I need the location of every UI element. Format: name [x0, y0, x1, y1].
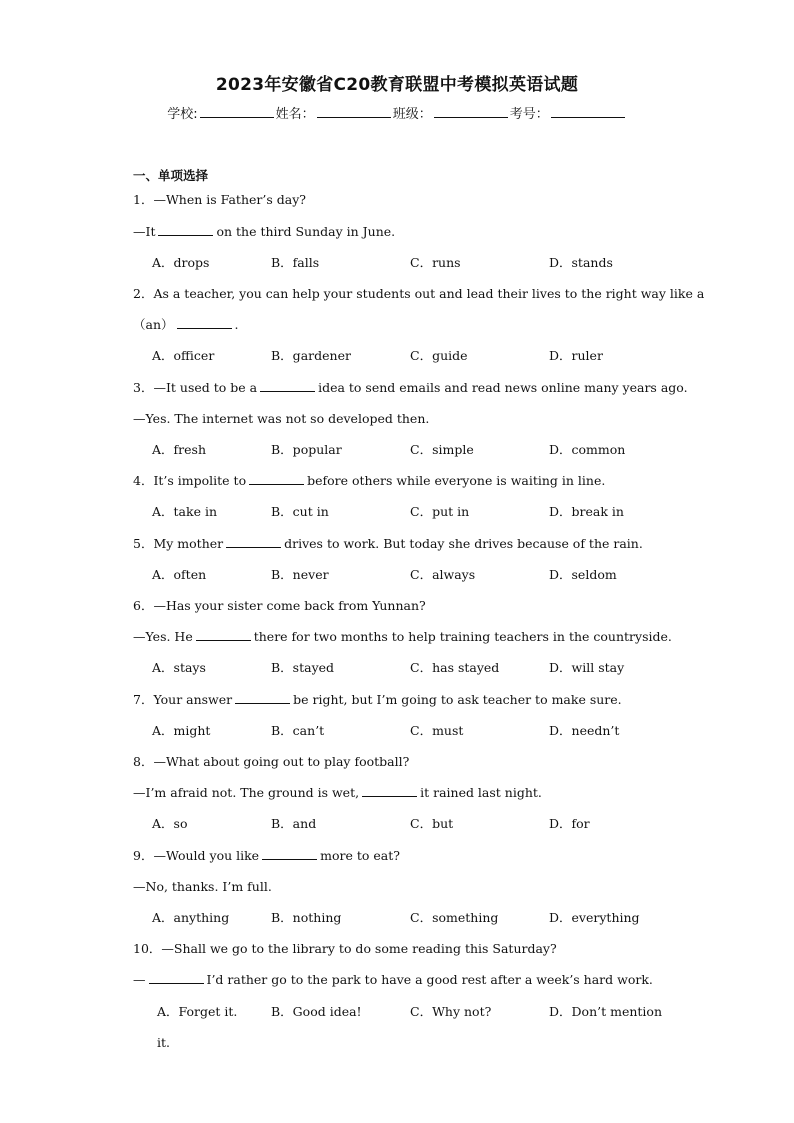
answer-blank[interactable] [226, 536, 281, 548]
question-text: 4．It’s impolite to [133, 473, 247, 488]
option-a[interactable]: A．Forget it. [157, 1004, 238, 1019]
option-c[interactable]: C．Why not? [410, 1004, 492, 1019]
student-info-line [0, 103, 794, 122]
answer-blank[interactable] [249, 473, 304, 485]
option-d[interactable]: D．everything [549, 910, 640, 925]
question-stem: 6．—Has your sister come back from Yunnan? [133, 598, 426, 613]
option-c[interactable]: C．simple [410, 442, 474, 457]
question-text: drives to work. But today she drives because of the rain. [284, 536, 643, 551]
option-b[interactable]: B．falls [271, 255, 320, 270]
question-text: — [133, 972, 146, 987]
question-text: —I’m afraid not. The ground is wet, [133, 785, 360, 800]
question-text: more to eat? [320, 848, 400, 863]
option-a[interactable]: A．take in [152, 504, 217, 519]
option-c[interactable]: C．something [410, 910, 499, 925]
question-line [133, 224, 395, 240]
option-b[interactable]: B．nothing [271, 910, 342, 925]
question-text: be right, but I’m going to ask teacher to make sure. [293, 692, 622, 707]
option-c[interactable]: C．runs [410, 255, 461, 270]
question-stem: 2．As a teacher, you can help your students out and lead their lives to the right way like a [133, 286, 705, 301]
option-a[interactable]: A．officer [152, 348, 215, 363]
question-text: （an） [133, 317, 174, 332]
question-text: 9．—Would you like [133, 848, 260, 863]
option-b[interactable]: B．never [271, 567, 329, 582]
option-a[interactable]: A．drops [152, 255, 210, 270]
number-blank[interactable] [551, 105, 625, 118]
question-text: there for two months to help training teachers in the countryside. [253, 629, 672, 644]
question-line [133, 848, 400, 864]
option-c[interactable]: C．guide [410, 348, 468, 363]
question-stem: 1．—When is Father’s day? [133, 192, 306, 207]
answer-blank[interactable] [260, 380, 315, 392]
option-a[interactable]: A．so [152, 816, 188, 831]
option-a[interactable]: A．often [152, 567, 207, 582]
question-text: on the third Sunday in June. [216, 224, 396, 239]
answer-blank[interactable] [362, 785, 417, 797]
question-line [133, 536, 643, 552]
question-text: 5．My mother [133, 536, 224, 551]
option-a[interactable]: A．fresh [152, 442, 206, 457]
option-b[interactable]: B．stayed [271, 660, 335, 675]
option-b[interactable]: B．Good idea! [271, 1004, 362, 1019]
option-a[interactable]: A．might [152, 723, 211, 738]
question-line [133, 692, 622, 708]
answer-blank[interactable] [235, 692, 290, 704]
option-d[interactable]: D．stands [549, 255, 613, 270]
option-b[interactable]: B．gardener [271, 348, 351, 363]
question-line [133, 473, 605, 489]
option-c[interactable]: C．but [410, 816, 454, 831]
option-d[interactable]: D．Don’t mention [549, 1004, 662, 1019]
question-text: —No, thanks. I’m full. [133, 879, 272, 894]
question-line [133, 972, 653, 988]
option-a[interactable]: A．stays [152, 660, 206, 675]
section-title: 一、单项选择 [133, 168, 209, 183]
number-label: 考号： [509, 107, 549, 122]
option-b[interactable]: B．can’t [271, 723, 325, 738]
page-title: 2023年安徽省C20教育联盟中考模拟英语试题 [215, 75, 579, 95]
question-text: —Yes. The internet was not so developed then. [133, 411, 430, 426]
option-b[interactable]: B．and [271, 816, 317, 831]
option-d[interactable]: D．will stay [549, 660, 625, 675]
school-label: 学校: [167, 107, 198, 122]
question-text: it rained last night. [420, 785, 542, 800]
question-stem: 10．—Shall we go to the library to do some reading this Saturday? [133, 941, 557, 956]
option-a[interactable]: A．anything [152, 910, 230, 925]
question-line [133, 317, 239, 333]
question-text: idea to send emails and read news online many years ago. [318, 380, 688, 395]
option-d[interactable]: D．break in [549, 504, 624, 519]
question-stem: 8．—What about going out to play football? [133, 754, 410, 769]
answer-blank[interactable] [158, 224, 213, 236]
question-line [133, 380, 688, 396]
answer-blank[interactable] [149, 972, 204, 984]
question-text: —Yes. He [133, 629, 193, 644]
option-d[interactable]: D．needn’t [549, 723, 620, 738]
option-c[interactable]: C．has stayed [410, 660, 500, 675]
question-text: 3．—It used to be a [133, 380, 258, 395]
answer-blank[interactable] [196, 629, 251, 641]
question-text: before others while everyone is waiting in line. [307, 473, 606, 488]
class-label: 班级： [392, 107, 432, 122]
name-blank[interactable] [317, 105, 391, 118]
question-text: . [234, 317, 239, 332]
answer-blank[interactable] [177, 317, 232, 329]
name-label: 姓名： [275, 107, 315, 122]
question-text: I’d rather go to the park to have a good rest after a week’s hard work. [206, 972, 653, 987]
question-line [133, 785, 542, 801]
school-blank[interactable] [200, 105, 274, 118]
option-b[interactable]: B．popular [271, 442, 342, 457]
option-d[interactable]: D．ruler [549, 348, 603, 363]
option-c[interactable]: C．always [410, 567, 476, 582]
question-text: 7．Your answer [133, 692, 233, 707]
option-d[interactable]: D．for [549, 816, 590, 831]
option-c[interactable]: C．must [410, 723, 464, 738]
option-d-continued: it. [157, 1035, 170, 1050]
option-b[interactable]: B．cut in [271, 504, 329, 519]
question-text: —It [133, 224, 156, 239]
option-d[interactable]: D．seldom [549, 567, 617, 582]
option-d[interactable]: D．common [549, 442, 626, 457]
answer-blank[interactable] [262, 848, 317, 860]
option-c[interactable]: C．put in [410, 504, 470, 519]
class-blank[interactable] [434, 105, 508, 118]
question-line [133, 629, 672, 645]
